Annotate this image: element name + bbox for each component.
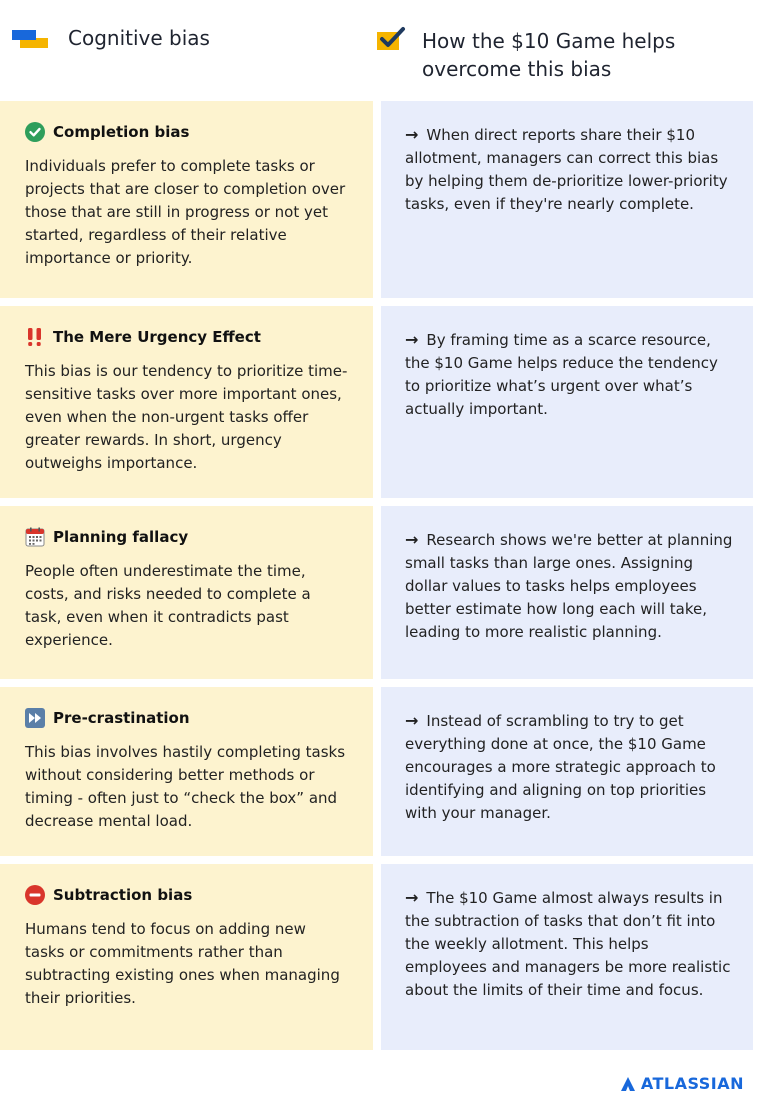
bias-title xyxy=(25,884,349,906)
column-header-left xyxy=(12,26,210,52)
bias-title xyxy=(25,326,349,348)
help-text-body: Research shows we're better at planning small tasks than large ones. Assigning dollar values to tasks helps employees better estimate how long each will take, leading to more realistic planning. xyxy=(405,531,733,641)
bias-row xyxy=(0,506,768,679)
brand-name: ATLASSIAN xyxy=(640,1074,744,1093)
bias-title-text: Completion bias xyxy=(53,123,190,141)
calendar-icon xyxy=(25,527,45,547)
checkbox-icon xyxy=(376,26,406,52)
bias-row xyxy=(0,687,768,856)
bias-description: Individuals prefer to complete tasks or projects that are closer to completion over those that are still in progress or not yet started, regardless of their relative importance or priority. xyxy=(25,157,346,267)
arrow-right-icon: → xyxy=(405,330,419,349)
fast-forward-icon xyxy=(25,708,45,728)
bias-description: This bias involves hastily completing tasks without considering better methods or timing - often just to “check the box” and decrease mental load. xyxy=(25,743,346,830)
bias-title xyxy=(25,526,349,548)
help-text-body: Instead of scrambling to try to get everything done at once, the $10 Game encourages a more strategic approach to identifying and aligning on top priorities with your manager. xyxy=(405,712,716,822)
column-header-right xyxy=(376,26,722,83)
bias-title-text: Subtraction bias xyxy=(53,886,193,904)
help-text-body: When direct reports share their $10 allotment, managers can correct this bias by helping them de-prioritize lower-priority tasks, even if they're nearly complete. xyxy=(405,126,728,213)
bias-description: This bias is our tendency to prioritize time-sensitive tasks over more important ones, even when the non-urgent tasks offer greater rewards. In short, urgency outweighs importance. xyxy=(25,362,348,472)
help-cell xyxy=(381,306,753,498)
bias-description: Humans tend to focus on adding new tasks or commitments rather than subtracting existing ones when managing their priorities. xyxy=(25,920,340,1007)
header xyxy=(0,0,768,100)
bias-row xyxy=(0,101,768,298)
green-check-circle-icon xyxy=(25,122,45,142)
bias-row xyxy=(0,864,768,1050)
help-text-body: By framing time as a scarce resource, the $10 Game helps reduce the tendency to prioritize what’s urgent over what’s actually important. xyxy=(405,331,718,418)
atlassian-mark-icon xyxy=(621,1077,635,1091)
column-header-right-title: How the $10 Game helps overcome this bias xyxy=(422,29,676,81)
arrow-right-icon: → xyxy=(405,530,419,549)
minus-circle-icon xyxy=(25,885,45,905)
bias-cell xyxy=(0,306,373,498)
double-exclamation-icon xyxy=(25,327,45,347)
bias-title-text: The Mere Urgency Effect xyxy=(53,328,261,346)
arrow-right-icon: → xyxy=(405,711,419,730)
help-cell xyxy=(381,506,753,679)
flag-icon xyxy=(12,26,48,52)
bias-cell xyxy=(0,687,373,856)
bias-cell xyxy=(0,864,373,1050)
help-text-body: The $10 Game almost always results in the subtraction of tasks that don’t fit into the weekly allotment. This helps employees and managers be more realistic about the limits of their time and focus. xyxy=(405,889,731,999)
help-cell xyxy=(381,687,753,856)
atlassian-logo xyxy=(621,1074,744,1093)
help-text xyxy=(405,528,735,644)
bias-title xyxy=(25,707,349,729)
help-text xyxy=(405,328,735,421)
bias-description: People often underestimate the time, costs, and risks needed to complete a task, even when it contradicts past experience. xyxy=(25,562,311,649)
help-cell xyxy=(381,101,753,298)
bias-title xyxy=(25,121,349,143)
help-text xyxy=(405,123,735,216)
bias-title-text: Pre-crastination xyxy=(53,709,190,727)
help-cell xyxy=(381,864,753,1050)
column-header-left-title: Cognitive bias xyxy=(68,26,210,50)
bias-row xyxy=(0,306,768,498)
arrow-right-icon: → xyxy=(405,125,419,144)
bias-title-text: Planning fallacy xyxy=(53,528,189,546)
bias-cell xyxy=(0,506,373,679)
help-text xyxy=(405,709,735,825)
bias-cell xyxy=(0,101,373,298)
help-text xyxy=(405,886,735,1002)
arrow-right-icon: → xyxy=(405,888,419,907)
